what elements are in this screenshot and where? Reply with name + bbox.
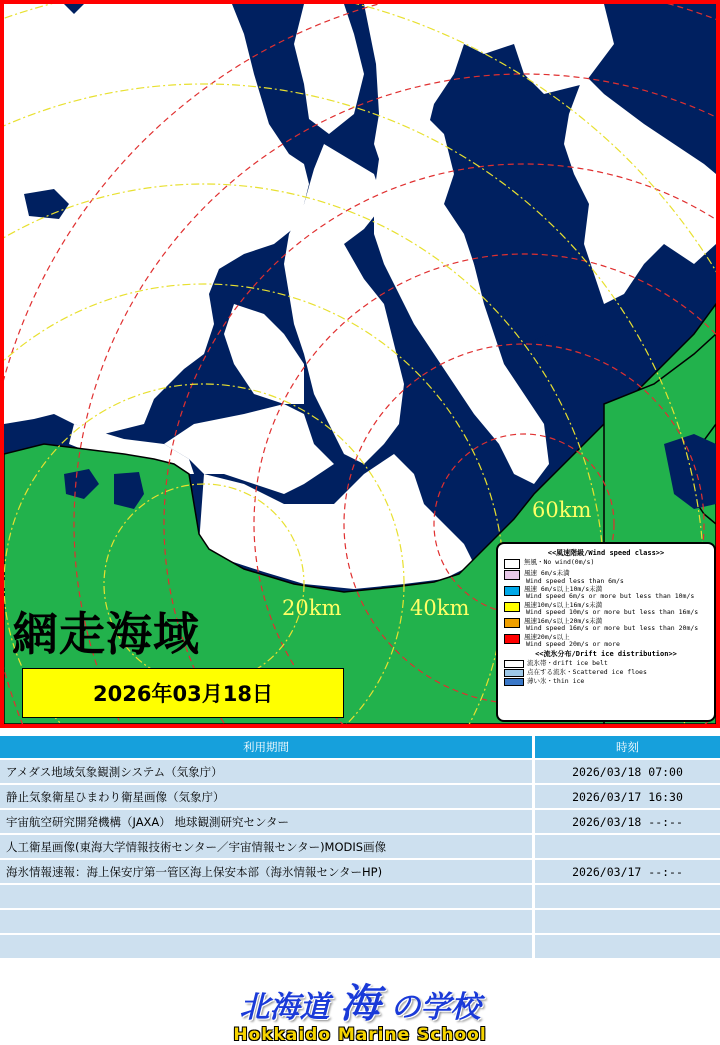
data-source-cell [0,935,535,958]
legend-swatch [504,570,520,580]
legend-swatch [504,602,520,612]
legend-wind-label-jp: 風速20m/s以上 [524,632,570,641]
table-row [0,860,720,883]
time-cell [535,910,720,933]
legend-wind-label-jp: 風速 6m/s以上10m/s未満 [524,584,603,593]
legend-ice-item [504,660,708,668]
data-source-cell: 海氷情報速報：海上保安庁第一管区海上保安本部（海氷情報センターHP) [0,860,535,883]
legend-wind-item [504,559,708,569]
legend-swatch [504,618,520,628]
usage-table [0,734,720,960]
legend-ice-item [504,669,708,677]
logo-english: Hokkaido Marine School [233,1025,487,1045]
table-row [0,835,720,858]
legend-ice-header: <<流氷分布/Drift ice distribution>> [535,649,677,658]
legend-wind-text [524,570,624,585]
data-source-cell: 静止気象衛星ひまわり衛星画像（気象庁） [0,785,535,808]
legend-ice-label: 点在する流氷・Scattered ice floes [527,668,647,677]
time-cell: 2026/03/17 --:-- [535,860,720,883]
legend-wind-label-jp: 無風・No wind(0m/s) [524,558,595,567]
time-cell [535,835,720,858]
legend-wind-label-en: Wind speed 10m/s or more but less than 16m/s [526,608,699,617]
legend-wind-label-en: Wind speed 20m/s or more [526,640,620,649]
legend-wind-list [504,559,708,649]
column-header-usage-period: 利用期間 [0,736,535,758]
legend-swatch [504,678,524,686]
data-source-cell: 人工衛星画像(東海大学情報技術センター／宇宙情報センター)MODIS画像 [0,835,535,858]
legend-wind-text [524,618,698,633]
legend-wind-header: <<風速階級/Wind speed class>> [547,549,665,557]
legend-wind-text [524,586,694,601]
legend-ice-label: 薄い氷・thin ice [527,677,585,686]
table-row [0,760,720,783]
table-row [0,910,720,933]
region-title: 網走海域 [12,607,200,661]
legend-ice-item [504,678,708,686]
legend-swatch [504,669,524,677]
legend-swatch [504,559,520,569]
distance-label-20km: 20km [282,596,342,620]
legend-wind-item [504,570,708,585]
legend-wind-label-jp: 風速10m/s以上16m/s未満 [524,600,603,609]
legend-wind-label-en: Wind speed less than 6m/s [526,576,624,585]
table-row [0,810,720,833]
data-source-cell [0,910,535,933]
time-cell [535,935,720,958]
data-source-cell: 宇宙航空研究開発機構（JAXA） 地球観測研究センター [0,810,535,833]
distance-label-40km: 40km [410,596,470,620]
legend-wind-label-en: Wind speed 6m/s or more but less than 10m/s [526,592,695,601]
legend-wind-label-jp: 風速16m/s以上20m/s未満 [524,616,603,625]
legend-wind-item [504,618,708,633]
legend-wind-item [504,586,708,601]
table-row [0,935,720,958]
logo-jp-part3: の学校 [390,990,481,1025]
usage-table-body [0,760,720,958]
logo-japanese [0,972,720,1029]
map-date: 2026年03月18日 [93,682,273,706]
legend-wind-item [504,634,708,649]
legend-ice-label: 流氷帯・drift ice belt [527,659,608,668]
legend-swatch [504,634,520,644]
hokkaido-marine-school-logo[interactable] [0,972,720,1045]
distance-label-60km: 60km [532,498,592,522]
legend-wind-text [524,634,620,649]
date-box [22,668,344,718]
time-cell: 2026/03/18 07:00 [535,760,720,783]
table-header-row [0,736,720,758]
logo-jp-part2: 海 [340,980,380,1027]
table-row [0,885,720,908]
legend-wind-item [504,602,708,617]
time-cell: 2026/03/17 16:30 [535,785,720,808]
legend-swatch [504,660,524,668]
legend-ice-list [504,660,708,686]
legend-wind-text [524,559,594,566]
time-cell [535,885,720,908]
data-source-cell [0,885,535,908]
column-header-time: 時刻 [535,736,720,758]
legend-swatch [504,586,520,596]
legend [496,542,716,722]
time-cell: 2026/03/18 --:-- [535,810,720,833]
legend-wind-label-jp: 風速 6m/s未満 [524,569,570,578]
table-row [0,785,720,808]
legend-wind-text [524,602,698,617]
logo-jp-part1: 北海道 [239,990,330,1025]
legend-wind-label-en: Wind speed 16m/s or more but less than 20m/s [526,624,699,633]
data-source-cell: アメダス地域気象観測システム（気象庁） [0,760,535,783]
